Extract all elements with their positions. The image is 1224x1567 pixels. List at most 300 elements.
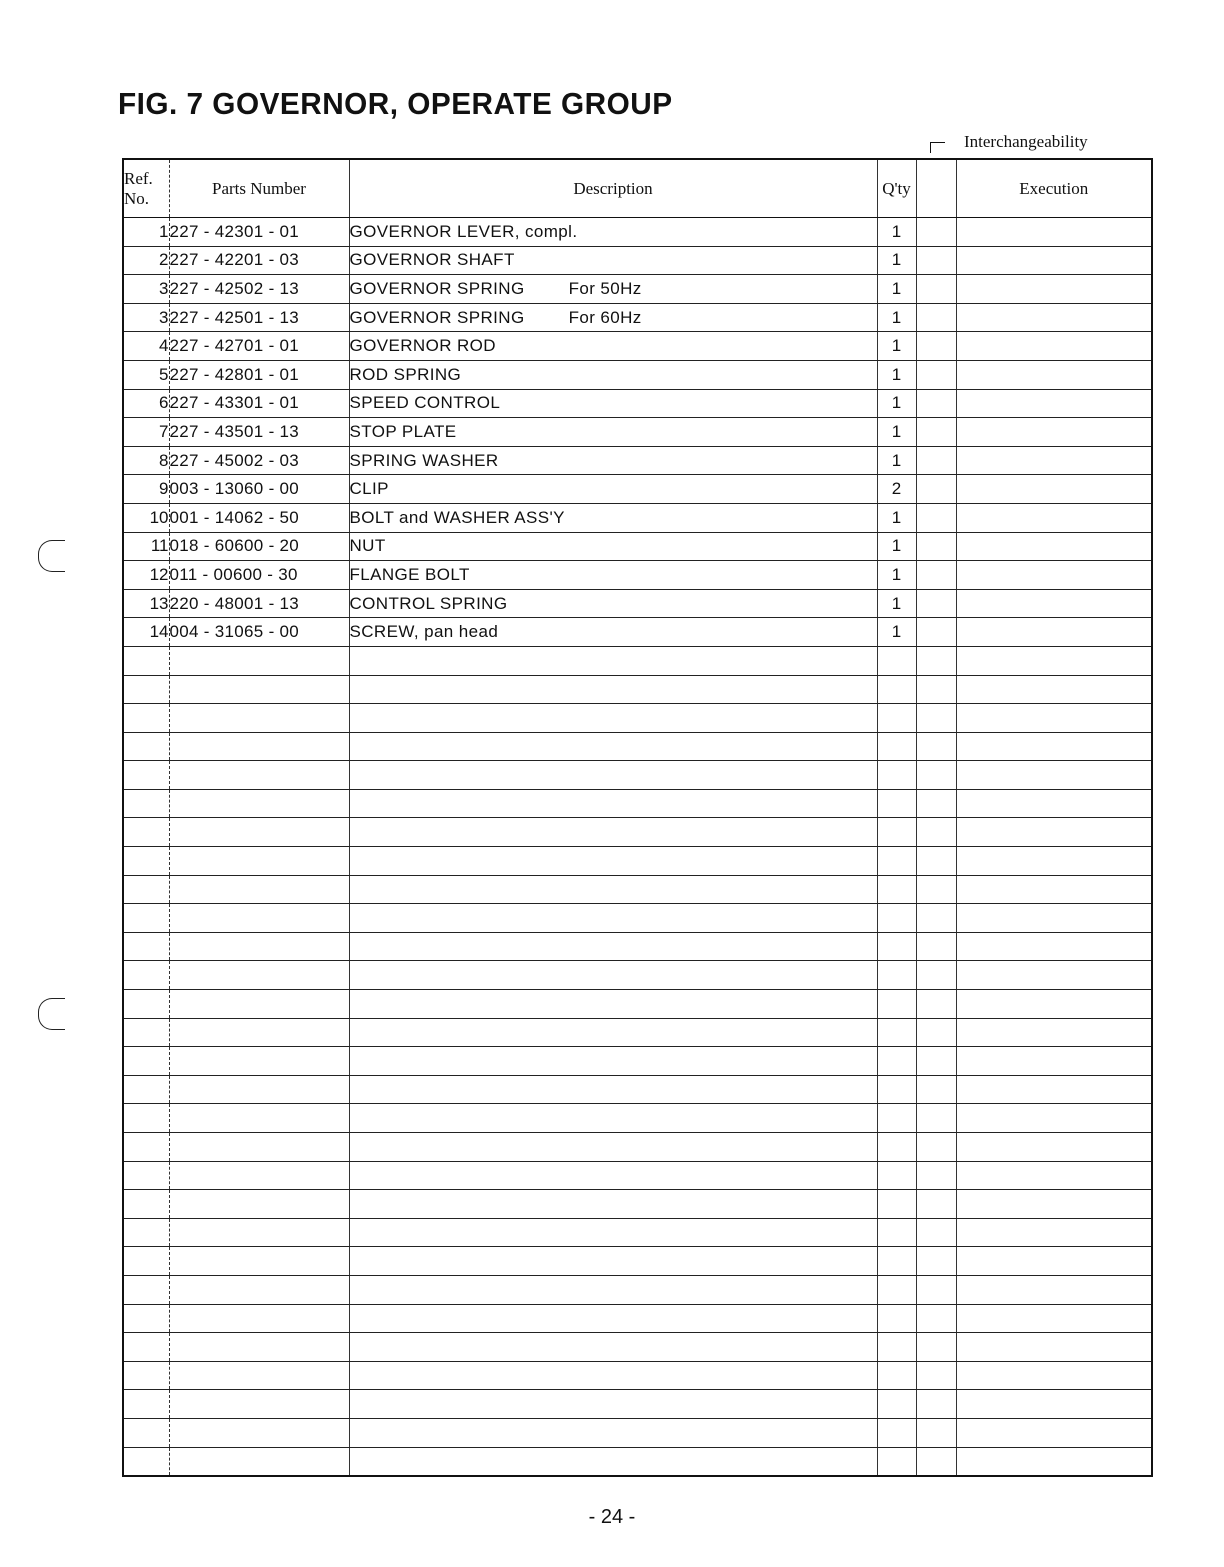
interchangeability-cell — [916, 446, 956, 475]
parts-number-cell: 227 - 42502 - 13 — [169, 275, 349, 304]
empty-cell — [169, 646, 349, 675]
empty-cell — [123, 1390, 169, 1419]
empty-cell — [169, 1075, 349, 1104]
description-text: GOVERNOR SPRING — [349, 278, 525, 298]
execution-cell — [956, 332, 1152, 361]
empty-cell — [916, 1361, 956, 1390]
empty-cell — [123, 1247, 169, 1276]
empty-cell — [956, 1161, 1152, 1190]
ref-no-cell: 1 — [123, 218, 169, 247]
interchangeability-cell — [916, 475, 956, 504]
description-cell — [349, 332, 877, 361]
description-cell — [349, 418, 877, 447]
empty-cell — [169, 1018, 349, 1047]
qty-cell: 1 — [877, 303, 916, 332]
empty-cell — [123, 1418, 169, 1447]
empty-cell — [956, 1247, 1152, 1276]
interchangeability-cell — [916, 218, 956, 247]
empty-cell — [877, 1275, 916, 1304]
empty-table-row — [123, 1133, 1152, 1162]
empty-table-row — [123, 1447, 1152, 1476]
empty-cell — [169, 675, 349, 704]
empty-cell — [123, 1218, 169, 1247]
empty-cell — [123, 761, 169, 790]
empty-cell — [877, 990, 916, 1019]
empty-cell — [956, 1333, 1152, 1362]
empty-cell — [123, 875, 169, 904]
ref-no-cell: 8 — [123, 446, 169, 475]
empty-cell — [349, 732, 877, 761]
description-cell — [349, 246, 877, 275]
empty-cell — [916, 961, 956, 990]
empty-cell — [877, 1304, 916, 1333]
empty-table-row — [123, 1333, 1152, 1362]
empty-cell — [877, 1133, 916, 1162]
empty-table-row — [123, 1161, 1152, 1190]
empty-cell — [349, 961, 877, 990]
empty-cell — [123, 1161, 169, 1190]
empty-cell — [123, 704, 169, 733]
empty-cell — [123, 990, 169, 1019]
empty-cell — [877, 1218, 916, 1247]
empty-cell — [956, 818, 1152, 847]
empty-table-row — [123, 961, 1152, 990]
execution-cell — [956, 503, 1152, 532]
empty-cell — [877, 1104, 916, 1133]
empty-cell — [349, 1275, 877, 1304]
empty-cell — [349, 789, 877, 818]
empty-table-row — [123, 990, 1152, 1019]
empty-cell — [956, 875, 1152, 904]
empty-cell — [956, 1361, 1152, 1390]
header-description: Description — [349, 159, 877, 218]
empty-cell — [916, 1333, 956, 1362]
empty-cell — [349, 675, 877, 704]
empty-cell — [956, 1418, 1152, 1447]
empty-table-row — [123, 1047, 1152, 1076]
header-ref-line2: No. — [124, 188, 150, 208]
table-header-row — [123, 159, 1152, 218]
empty-table-row — [123, 818, 1152, 847]
empty-cell — [169, 1304, 349, 1333]
empty-cell — [349, 847, 877, 876]
empty-cell — [169, 1275, 349, 1304]
parts-number-cell: 227 - 45002 - 03 — [169, 446, 349, 475]
description-text: GOVERNOR SPRING — [349, 307, 525, 327]
empty-cell — [916, 847, 956, 876]
empty-cell — [916, 732, 956, 761]
empty-cell — [956, 847, 1152, 876]
qty-cell: 1 — [877, 218, 916, 247]
empty-cell — [956, 961, 1152, 990]
empty-cell — [169, 847, 349, 876]
qty-cell: 1 — [877, 618, 916, 647]
empty-table-row — [123, 1104, 1152, 1133]
description-text: CLIP — [349, 479, 389, 499]
qty-cell: 1 — [877, 275, 916, 304]
empty-cell — [956, 904, 1152, 933]
empty-cell — [916, 646, 956, 675]
empty-cell — [169, 789, 349, 818]
parts-number-cell: 003 - 13060 - 00 — [169, 475, 349, 504]
empty-table-row — [123, 761, 1152, 790]
empty-cell — [169, 904, 349, 933]
empty-cell — [916, 990, 956, 1019]
empty-cell — [956, 1275, 1152, 1304]
interchangeability-cell — [916, 332, 956, 361]
execution-cell — [956, 303, 1152, 332]
empty-cell — [916, 1133, 956, 1162]
empty-cell — [169, 1161, 349, 1190]
empty-cell — [169, 875, 349, 904]
empty-cell — [123, 1275, 169, 1304]
empty-cell — [916, 1304, 956, 1333]
empty-cell — [169, 1447, 349, 1476]
parts-number-cell: 227 - 42501 - 13 — [169, 303, 349, 332]
empty-cell — [877, 1075, 916, 1104]
description-text: GOVERNOR ROD — [349, 336, 496, 356]
header-parts-number: Parts Number — [169, 159, 349, 218]
qty-cell: 1 — [877, 503, 916, 532]
empty-cell — [877, 904, 916, 933]
empty-cell — [349, 1361, 877, 1390]
empty-cell — [123, 818, 169, 847]
empty-cell — [877, 761, 916, 790]
empty-cell — [123, 1104, 169, 1133]
description-cell — [349, 532, 877, 561]
description-text: SPRING WASHER — [349, 450, 499, 470]
empty-table-row — [123, 1247, 1152, 1276]
empty-cell — [169, 1361, 349, 1390]
empty-cell — [169, 818, 349, 847]
empty-table-row — [123, 1275, 1152, 1304]
empty-cell — [169, 1418, 349, 1447]
empty-cell — [123, 646, 169, 675]
interchangeability-cell — [916, 418, 956, 447]
table-row — [123, 360, 1152, 389]
empty-cell — [169, 1333, 349, 1362]
empty-table-row — [123, 932, 1152, 961]
empty-cell — [956, 675, 1152, 704]
qty-cell: 1 — [877, 532, 916, 561]
empty-table-row — [123, 1361, 1152, 1390]
qty-cell: 1 — [877, 418, 916, 447]
execution-cell — [956, 246, 1152, 275]
ref-no-cell: 11 — [123, 532, 169, 561]
parts-number-cell: 227 - 42301 - 01 — [169, 218, 349, 247]
empty-cell — [916, 1218, 956, 1247]
empty-cell — [349, 1447, 877, 1476]
table-row — [123, 389, 1152, 418]
description-cell — [349, 618, 877, 647]
page-title: FIG. 7 GOVERNOR, OPERATE GROUP — [118, 86, 673, 121]
qty-cell: 1 — [877, 332, 916, 361]
table-row — [123, 418, 1152, 447]
execution-cell — [956, 618, 1152, 647]
interchangeability-cell — [916, 246, 956, 275]
empty-cell — [877, 1418, 916, 1447]
empty-table-row — [123, 1218, 1152, 1247]
qty-cell: 1 — [877, 246, 916, 275]
qty-cell: 1 — [877, 360, 916, 389]
empty-cell — [916, 1104, 956, 1133]
description-text: FLANGE BOLT — [349, 564, 470, 584]
binder-hole-mark-icon — [38, 540, 65, 572]
empty-table-row — [123, 1190, 1152, 1219]
empty-cell — [916, 904, 956, 933]
execution-cell — [956, 561, 1152, 590]
empty-cell — [349, 1161, 877, 1190]
empty-cell — [877, 1047, 916, 1076]
empty-cell — [349, 1218, 877, 1247]
parts-number-cell: 001 - 14062 - 50 — [169, 503, 349, 532]
empty-cell — [877, 646, 916, 675]
empty-cell — [877, 1190, 916, 1219]
qty-cell: 1 — [877, 446, 916, 475]
description-text: GOVERNOR SHAFT — [349, 250, 515, 270]
description-cell — [349, 218, 877, 247]
empty-cell — [877, 1161, 916, 1190]
execution-cell — [956, 218, 1152, 247]
empty-table-row — [123, 704, 1152, 733]
empty-cell — [349, 990, 877, 1019]
ref-no-cell: 6 — [123, 389, 169, 418]
header-ref-line1: Ref. — [124, 168, 153, 188]
empty-table-row — [123, 847, 1152, 876]
empty-cell — [349, 1333, 877, 1362]
empty-cell — [169, 732, 349, 761]
interchangeability-cell — [916, 532, 956, 561]
empty-cell — [916, 1390, 956, 1419]
description-cell — [349, 303, 877, 332]
empty-cell — [877, 961, 916, 990]
empty-table-row — [123, 1390, 1152, 1419]
description-cell — [349, 389, 877, 418]
empty-cell — [956, 704, 1152, 733]
empty-cell — [916, 1275, 956, 1304]
table-row — [123, 532, 1152, 561]
empty-cell — [349, 1247, 877, 1276]
interchangeability-cell — [916, 360, 956, 389]
empty-cell — [877, 1361, 916, 1390]
parts-table — [122, 158, 1153, 1477]
empty-cell — [916, 1418, 956, 1447]
empty-cell — [956, 646, 1152, 675]
empty-cell — [123, 1333, 169, 1362]
empty-cell — [956, 1447, 1152, 1476]
interchangeability-cell — [916, 503, 956, 532]
description-text: BOLT and WASHER ASS'Y — [349, 507, 565, 527]
empty-cell — [349, 1018, 877, 1047]
empty-cell — [349, 1304, 877, 1333]
empty-cell — [916, 875, 956, 904]
description-cell — [349, 360, 877, 389]
empty-cell — [169, 1218, 349, 1247]
empty-cell — [169, 1047, 349, 1076]
empty-cell — [169, 704, 349, 733]
qty-cell: 2 — [877, 475, 916, 504]
empty-cell — [123, 1047, 169, 1076]
empty-cell — [956, 1104, 1152, 1133]
table-row — [123, 475, 1152, 504]
empty-cell — [123, 1018, 169, 1047]
execution-cell — [956, 446, 1152, 475]
empty-cell — [169, 1104, 349, 1133]
empty-cell — [877, 847, 916, 876]
interchangeability-cell — [916, 303, 956, 332]
empty-cell — [169, 932, 349, 961]
table-row — [123, 561, 1152, 590]
ref-no-cell: 7 — [123, 418, 169, 447]
ref-no-cell: 3 — [123, 275, 169, 304]
qty-cell: 1 — [877, 561, 916, 590]
description-cell — [349, 446, 877, 475]
empty-cell — [123, 1190, 169, 1219]
description-note: For 60Hz — [568, 307, 642, 327]
empty-cell — [877, 818, 916, 847]
parts-table-body — [123, 218, 1152, 1477]
table-row — [123, 589, 1152, 618]
empty-table-row — [123, 904, 1152, 933]
empty-cell — [877, 1390, 916, 1419]
description-note: For 50Hz — [568, 278, 642, 298]
empty-cell — [169, 1133, 349, 1162]
empty-cell — [349, 1075, 877, 1104]
empty-table-row — [123, 789, 1152, 818]
empty-cell — [349, 1133, 877, 1162]
ref-no-cell: 9 — [123, 475, 169, 504]
table-row — [123, 246, 1152, 275]
execution-cell — [956, 360, 1152, 389]
empty-cell — [349, 1104, 877, 1133]
empty-table-row — [123, 732, 1152, 761]
empty-cell — [877, 789, 916, 818]
description-cell — [349, 475, 877, 504]
empty-cell — [123, 1133, 169, 1162]
ref-no-cell: 4 — [123, 332, 169, 361]
corner-arrow-icon — [930, 142, 945, 153]
empty-cell — [349, 761, 877, 790]
empty-cell — [877, 675, 916, 704]
empty-cell — [349, 1418, 877, 1447]
empty-cell — [956, 1075, 1152, 1104]
parts-number-cell: 227 - 43301 - 01 — [169, 389, 349, 418]
empty-cell — [123, 932, 169, 961]
empty-cell — [916, 704, 956, 733]
header-qty: Q'ty — [877, 159, 916, 218]
empty-cell — [916, 818, 956, 847]
table-row — [123, 618, 1152, 647]
interchangeability-cell — [916, 589, 956, 618]
interchangeability-cell — [916, 618, 956, 647]
table-row — [123, 303, 1152, 332]
ref-no-cell: 2 — [123, 246, 169, 275]
execution-cell — [956, 275, 1152, 304]
table-row — [123, 332, 1152, 361]
empty-table-row — [123, 1418, 1152, 1447]
ref-no-cell: 10 — [123, 503, 169, 532]
empty-cell — [956, 932, 1152, 961]
empty-cell — [123, 789, 169, 818]
parts-number-cell: 004 - 31065 - 00 — [169, 618, 349, 647]
page-number: - 24 - — [588, 1506, 636, 1528]
description-text: CONTROL SPRING — [349, 593, 508, 613]
interchangeability-cell — [916, 389, 956, 418]
header-execution: Execution — [956, 159, 1152, 218]
empty-cell — [877, 932, 916, 961]
empty-table-row — [123, 1075, 1152, 1104]
header-interchangeability — [916, 159, 956, 218]
empty-cell — [877, 704, 916, 733]
empty-table-row — [123, 875, 1152, 904]
empty-cell — [956, 1218, 1152, 1247]
table-row — [123, 275, 1152, 304]
parts-number-cell: 220 - 48001 - 13 — [169, 589, 349, 618]
table-row — [123, 503, 1152, 532]
empty-cell — [916, 761, 956, 790]
parts-number-cell: 227 - 43501 - 13 — [169, 418, 349, 447]
empty-table-row — [123, 1018, 1152, 1047]
ref-no-cell: 12 — [123, 561, 169, 590]
empty-cell — [956, 1304, 1152, 1333]
ref-no-cell: 5 — [123, 360, 169, 389]
empty-cell — [877, 1447, 916, 1476]
empty-cell — [956, 732, 1152, 761]
interchangeability-label: Interchangeability — [964, 132, 1088, 151]
empty-cell — [349, 818, 877, 847]
empty-cell — [956, 1018, 1152, 1047]
empty-cell — [123, 675, 169, 704]
binder-hole-mark-icon — [38, 998, 65, 1030]
ref-no-cell: 14 — [123, 618, 169, 647]
empty-cell — [877, 732, 916, 761]
empty-table-row — [123, 675, 1152, 704]
empty-cell — [169, 990, 349, 1019]
empty-cell — [349, 1190, 877, 1219]
execution-cell — [956, 389, 1152, 418]
ref-no-cell: 3 — [123, 303, 169, 332]
empty-cell — [916, 675, 956, 704]
empty-cell — [916, 1075, 956, 1104]
parts-number-cell: 018 - 60600 - 20 — [169, 532, 349, 561]
execution-cell — [956, 589, 1152, 618]
empty-cell — [916, 1018, 956, 1047]
ref-no-cell: 13 — [123, 589, 169, 618]
empty-cell — [956, 1133, 1152, 1162]
empty-cell — [123, 1361, 169, 1390]
empty-cell — [877, 1247, 916, 1276]
description-text: NUT — [349, 536, 386, 556]
empty-cell — [877, 1333, 916, 1362]
empty-cell — [123, 1075, 169, 1104]
empty-cell — [349, 704, 877, 733]
description-cell — [349, 275, 877, 304]
empty-cell — [123, 1447, 169, 1476]
parts-number-cell: 227 - 42201 - 03 — [169, 246, 349, 275]
empty-cell — [123, 904, 169, 933]
empty-cell — [916, 1161, 956, 1190]
empty-cell — [169, 961, 349, 990]
interchangeability-cell — [916, 275, 956, 304]
empty-cell — [349, 904, 877, 933]
parts-number-cell: 011 - 00600 - 30 — [169, 561, 349, 590]
empty-cell — [956, 990, 1152, 1019]
empty-cell — [956, 789, 1152, 818]
parts-number-cell: 227 - 42701 - 01 — [169, 332, 349, 361]
interchangeability-cell — [916, 561, 956, 590]
execution-cell — [956, 418, 1152, 447]
description-cell — [349, 589, 877, 618]
